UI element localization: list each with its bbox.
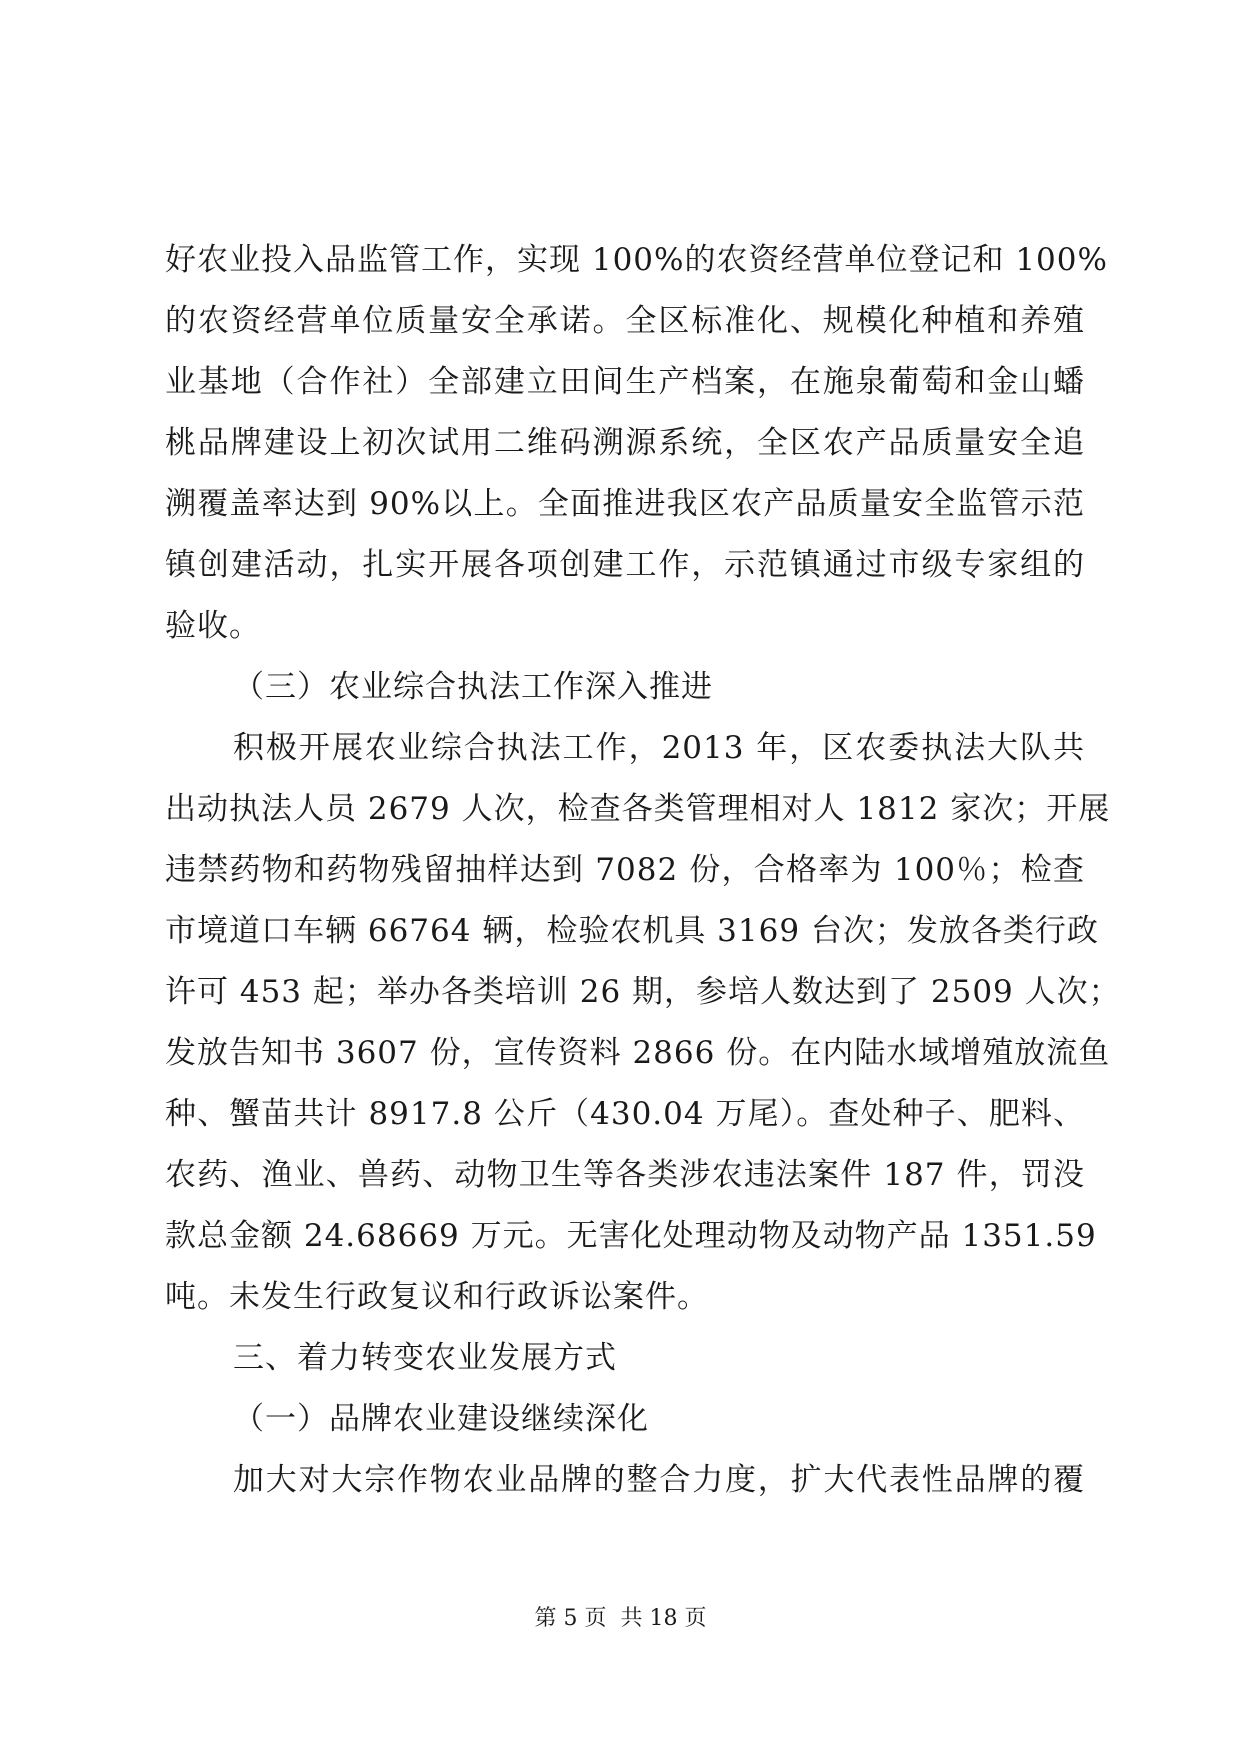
- text-line: 桃品牌建设上初次试用二维码溯源系统，全区农产品质量安全追: [165, 425, 1085, 461]
- text-line: 违禁药物和药物残留抽样达到 7082 份，合格率为 100％；检查: [165, 852, 1085, 888]
- page-footer: [0, 1604, 1241, 1634]
- paragraph-first-line: 加大对大宗作物农业品牌的整合力度，扩大代表性品牌的覆: [233, 1462, 1085, 1498]
- section-heading: （一）品牌农业建设继续深化: [233, 1401, 649, 1437]
- text-line: 款总金额 24.68669 万元。无害化处理动物及动物产品 1351.59: [165, 1218, 1097, 1254]
- text-line: 发放告知书 3607 份，宣传资料 2866 份。在内陆水域增殖放流鱼: [165, 1035, 1111, 1071]
- body-text: [165, 230, 1121, 1511]
- text-line: 好农业投入品监管工作，实现 100%的农资经营单位登记和 100%: [165, 242, 1108, 278]
- page-number: 第 5 页 共 18 页: [534, 1606, 707, 1631]
- text-line: 种、蟹苗共计 8917.8 公斤（430.04 万尾）。查处种子、肥料、: [165, 1096, 1085, 1132]
- section-heading: （三）农业综合执法工作深入推进: [233, 669, 713, 705]
- text-line: 的农资经营单位质量安全承诺。全区标准化、规模化种植和养殖: [165, 303, 1085, 339]
- text-line: 业基地（合作社）全部建立田间生产档案，在施泉葡萄和金山蟠: [165, 364, 1085, 400]
- text-line: 镇创建活动，扎实开展各项创建工作，示范镇通过市级专家组的: [165, 547, 1085, 583]
- text-line: 溯覆盖率达到 90%以上。全面推进我区农产品质量安全监管示范: [165, 486, 1085, 522]
- paragraph-first-line: 积极开展农业综合执法工作，2013 年，区农委执法大队共: [233, 730, 1085, 766]
- chapter-heading: 三、着力转变农业发展方式: [233, 1340, 617, 1376]
- text-line: 市境道口车辆 66764 辆，检验农机具 3169 台次；发放各类行政: [165, 913, 1099, 949]
- text-line: 许可 453 起；举办各类培训 26 期，参培人数达到了 2509 人次；: [165, 974, 1121, 1010]
- text-line: 出动执法人员 2679 人次，检查各类管理相对人 1812 家次；开展: [165, 791, 1111, 827]
- text-line: 农药、渔业、兽药、动物卫生等各类涉农违法案件 187 件，罚没: [165, 1157, 1085, 1193]
- text-line: 吨。未发生行政复议和行政诉讼案件。: [165, 1279, 709, 1315]
- text-line: 验收。: [165, 608, 261, 644]
